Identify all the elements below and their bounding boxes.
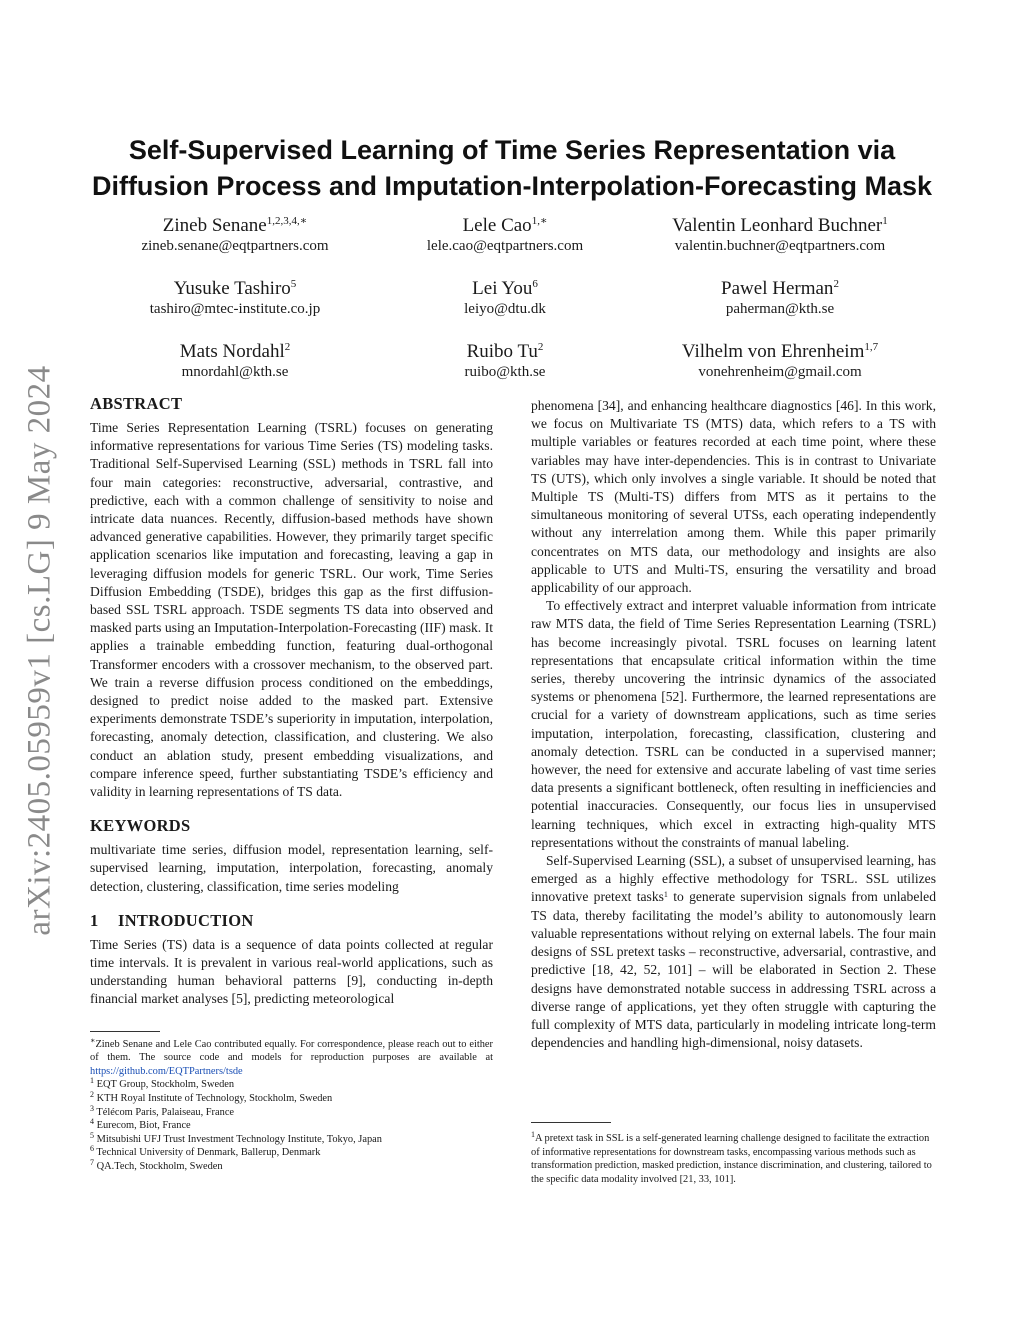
author-name: Lele Cao — [462, 215, 532, 236]
intro-paragraph-ssl — [531, 852, 936, 1052]
author — [630, 277, 930, 319]
author-name: Mats Nordahl — [179, 341, 285, 362]
author-name: Zineb Senane — [162, 215, 267, 236]
footnote-mark: 7 — [90, 1158, 94, 1168]
ssl-text-a: Self-Supervised Learning (SSL), a subset of unsupervised learning, has emerged as a highly effective methodology for TSRL. SSL utilizes innovative pretext tasks — [531, 853, 936, 905]
author-email: zineb.senane@eqtpartners.com — [141, 238, 329, 254]
left-footnotes — [90, 1035, 493, 1174]
author — [90, 214, 380, 256]
footnote-mark: 1 — [90, 1076, 94, 1086]
author-email: mnordahl@kth.se — [181, 364, 289, 380]
author-name: Vilhelm von Ehrenheim — [681, 341, 865, 362]
repository-link[interactable]: https://github.com/EQTPartners/tsde — [90, 1065, 243, 1077]
footnote-text: A pretext task in SSL is a self-generated learning challenge designed to facilitate the extraction of informative representations for downstream tasks, encompassing various methods such as transformation prediction, masked prediction, instance discrimination, and clustering, tailored to the specific data modality involved [21, 33, 101]. — [531, 1133, 932, 1185]
author-email: leiyo@dtu.dk — [464, 301, 546, 317]
author-name: Pawel Herman — [721, 278, 834, 299]
arxiv-id-text: arXiv:2405.05959v1 [cs.LG] 9 May 2024 — [21, 364, 58, 936]
author-affiliation-marks: 2 — [833, 278, 839, 290]
author-affiliation-marks: 1,7 — [864, 341, 879, 353]
pretext-footnote — [531, 1132, 936, 1186]
author-affiliation-marks: 6 — [532, 278, 538, 290]
author — [630, 340, 930, 382]
affiliation-footnote — [90, 1119, 493, 1133]
footnote-mark: 4 — [90, 1117, 94, 1127]
author-affiliation-marks: 2 — [284, 341, 291, 353]
author-name: Valentin Leonhard Buchner — [672, 215, 883, 236]
affiliation-footnote — [90, 1146, 493, 1160]
footnote-separator — [531, 1122, 611, 1123]
author-affiliation-marks: 1 — [882, 215, 888, 227]
author-affiliation-marks: 5 — [290, 278, 297, 290]
title-line-1: Self-Supervised Learning of Time Series Representation via — [128, 135, 896, 165]
footnote-text: KTH Royal Institute of Technology, Stockholm, Sweden — [96, 1093, 333, 1105]
affiliation-footnote — [90, 1078, 493, 1092]
section-number: 1 — [90, 910, 99, 930]
title-line-2: Diffusion Process and Imputation-Interpolation-Forecasting Mask — [91, 171, 933, 201]
paper-title — [60, 132, 964, 204]
author-block — [90, 214, 930, 382]
footnote-mark: ∗ — [90, 1035, 96, 1045]
intro-paragraph-tsrl: To effectively extract and interpret valuable information from intricate raw MTS data, the field of Time Series Representation Learning (TSRL) has become increasingly pivotal. TSRL focuses on learning latent representations that encapsulate critical information within the time series, thereby uncovering the intrinsic dynamics of the associated systems or phenomena [52]. Furthermore, the learned representations are crucial for a variety of downstream applications, such as time series imputation, interpolation, forecasting, classification, clustering and anomaly detection. TSRL can be conducted in a supervised manner; however, the need for extensive and accurate labeling of vast time series data presents a significant bottleneck, often resulting in inefficiencies and potential inaccuracies. Consequently, our focus lies in unsupervised learning techniques, which excel in extracting high-quality MTS representations without the constraints of manual labeling. — [531, 598, 936, 850]
footnote-text: Technical University of Denmark, Ballerup, Denmark — [96, 1147, 321, 1159]
section-title: INTRODUCTION — [118, 910, 254, 930]
author — [90, 277, 380, 319]
author-email: valentin.buchner@eqtpartners.com — [674, 238, 886, 254]
abstract-heading: ABSTRACT — [90, 394, 183, 413]
abstract-text: Time Series Representation Learning (TSRL) focuses on generating informative representations for various Time Series (TS) modeling tasks. Traditional Self-Supervised Learning (SSL) methods in TSRL fall into four main categories: reconstructive, adversarial, contrastive, and predictive, each with a common challenge of sensitivity to noise and intricate data nuances. Recently, diffusion-based methods have shown advanced generative capabilities. However, they primarily target specific application scenarios like imputation and forecasting, leaving a gap in leveraging diffusion models for generic TSRL. Our work, Time Series Diffusion Embedding (TSDE), bridges this gap as the first diffusion-based SSL TSRL approach. TSDE segments TS data into observed and masked parts using an Imputation-Interpolation-Forecasting (IIF) mask. It applies a trainable embedding function, featuring dual-orthogonal Transformer encoders with a crossover mechanism, to the observed part. We train a reverse diffusion process conditioned on the embeddings, designed to predict noise added to the masked part. Extensive experiments demonstrate TSDE’s superiority in imputation, interpolation, forecasting, anomaly detection, classification, and clustering. We also conduct an ablation study, present embedding visualizations, and compare inference speed, further substantiating TSDE’s efficiency and validity in learning representations of TS data. — [90, 420, 493, 800]
intro-paragraph-continued: phenomena [34], and enhancing healthcare diagnostics [46]. In this work, we focus on Multivariate TS (MTS) data, which refers to a TS with multiple variables or features recorded at each time point, where these variables may have inter-dependencies. This is in contrast to Univariate TS (UTS), which only involves a single variable. It should be noted that Multiple TS (Multi-TS) differs from MTS as it pertains to the simultaneous monitoring of several UTSs, each operating independently without any interrelation among them. While this paper primarily concentrates on MTS data, our methodology and insights are also applicable to UTS and Multi-TS, ensuring the versatility and broad applicability of our approach. — [531, 398, 936, 596]
footnote-text: Télécom Paris, Palaiseau, France — [96, 1106, 235, 1118]
author-email: paherman@kth.se — [725, 301, 835, 317]
author-affiliation-marks: 1,∗ — [531, 215, 548, 227]
arxiv-identifier — [20, 350, 60, 950]
author-email: lele.cao@eqtpartners.com — [426, 238, 584, 254]
author-affiliation-marks: 1,2,3,4,∗ — [266, 215, 308, 227]
footnote-text: Eurecom, Biot, France — [96, 1120, 191, 1132]
left-column — [90, 393, 493, 1174]
keywords-heading: KEYWORDS — [90, 816, 191, 836]
author-name: Lei You — [472, 278, 533, 299]
ssl-text-b: to generate supervision signals from unlabeled TS data, thereby facilitating the model’s ability to autonomously learn valuable representations without relying on external labels. The four main designs of SSL pretext tasks – reconstructive, adversarial, contrastive, and predictive [18, 42, 52, 101] – will be elaborated in Section 2. These designs have demonstrated notable success in addressing TSRL across a diverse range of applications, yet they often struggle with capturing the full complexity of MTS data, particularly in modeling intricate long-term dependencies and handling high-dimensional, noisy datasets. — [531, 889, 936, 1051]
footnote-mark: 3 — [90, 1103, 94, 1113]
footnote-text: EQT Group, Stockholm, Sweden — [96, 1079, 235, 1091]
footnote-mark: 5 — [90, 1130, 94, 1140]
author-email: ruibo@kth.se — [464, 364, 546, 380]
affiliation-footnote — [90, 1092, 493, 1106]
author-affiliation-marks: 2 — [537, 341, 544, 353]
footnote-separator — [90, 1031, 160, 1032]
right-column — [531, 397, 936, 1052]
affiliation-footnote — [90, 1103, 493, 1120]
author-email: tashiro@mtec-institute.co.jp — [149, 301, 321, 317]
author — [380, 277, 630, 319]
keywords-text: multivariate time series, diffusion model, representation learning, self-supervised learning, imputation, interpolation, forecasting, anomaly detection, clustering, classification, time series modeling — [90, 842, 493, 894]
author — [380, 340, 630, 382]
affiliation-footnote — [90, 1130, 493, 1147]
author-name: Ruibo Tu — [466, 341, 538, 362]
footnote-text: Zineb Senane and Lele Cao contributed equally. For correspondence, please reach out to either of them. The source code and models for reproduction purposes are available at — [90, 1038, 493, 1064]
footnote-text: QA.Tech, Stockholm, Sweden — [96, 1161, 223, 1173]
footnote-reference[interactable]: 1 — [663, 890, 668, 900]
corresponding-footnote — [90, 1035, 493, 1079]
footnote-mark: 6 — [90, 1144, 94, 1154]
footnote-mark: 1 — [531, 1130, 535, 1139]
author — [90, 340, 380, 382]
right-footnote — [531, 1122, 936, 1186]
intro-paragraph-1: Time Series (TS) data is a sequence of data points collected at regular time intervals. It is prevalent in various real-world applications, such as understanding human behavioral patterns [9], conducting in-depth financial market analyses [5], predicting meteorological — [90, 936, 493, 1007]
author-email: vonehrenheim@gmail.com — [698, 364, 862, 380]
author-name: Yusuke Tashiro — [173, 278, 291, 299]
author — [630, 214, 930, 256]
author — [380, 214, 630, 256]
footnote-text: Mitsubishi UFJ Trust Investment Technology Institute, Tokyo, Japan — [96, 1133, 382, 1145]
introduction-heading — [90, 910, 493, 932]
footnote-mark: 2 — [90, 1090, 94, 1100]
affiliation-footnote — [90, 1160, 493, 1174]
